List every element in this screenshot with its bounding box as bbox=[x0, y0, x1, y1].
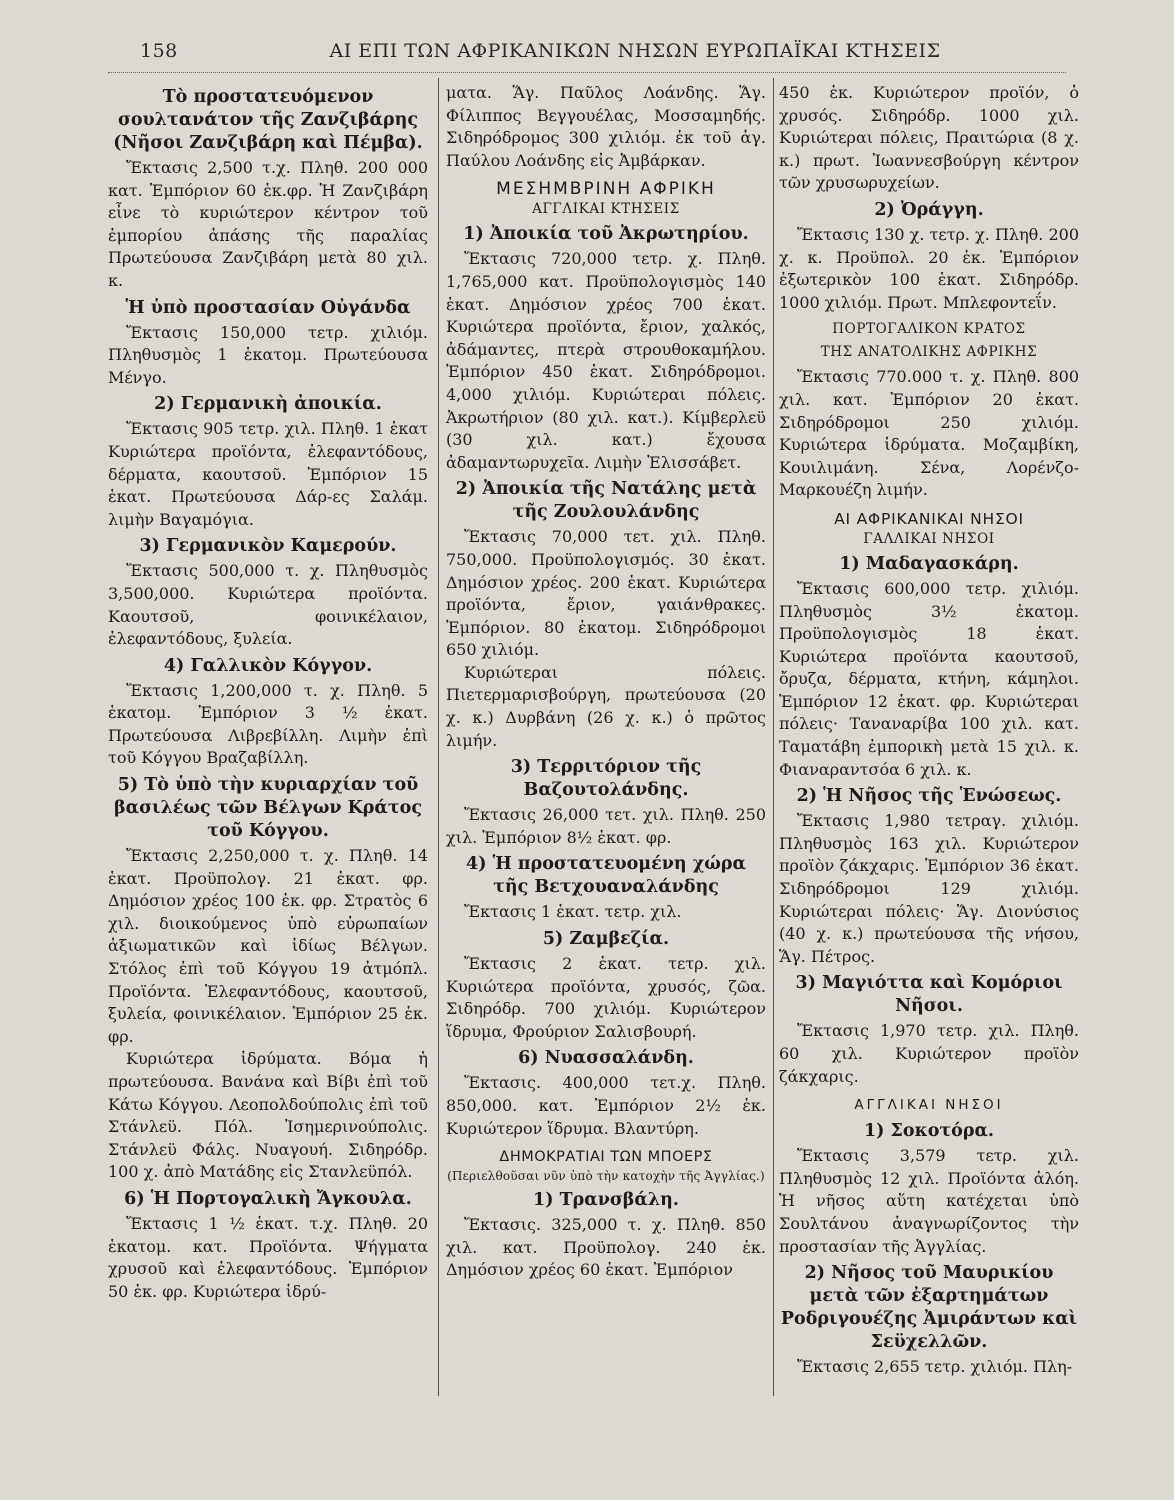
region-heading: ΠΟΡΤΟΓΑΛΙΚΟΝ ΚΡΑΤΟΣ bbox=[832, 321, 1026, 338]
region-heading: ΜΕΣΗΜΒΡΙΝΗ ΑΦΡΙΚΗ bbox=[496, 179, 716, 200]
column-3 bbox=[779, 82, 1079, 1379]
paragraph: Ἔκτασις 1 ½ ἑκατ. τ.χ. Πληθ. 20 ἑκατομ. κατ. Προϊόντα. Ψήγματα χρυσοῦ καὶ ἐλεφαντόδους. Ἐμπόριον 50 ἑκ. φρ. Κυριώτερα ἱδρύ- bbox=[108, 1213, 428, 1301]
page-header bbox=[140, 36, 1070, 66]
section-heading: 2) Ἡ Νῆσος τῆς Ἑνώσεως. bbox=[796, 786, 1062, 807]
header-rule bbox=[108, 72, 1066, 73]
section-heading: 1) Τρανσβάλη. bbox=[533, 1190, 679, 1211]
column-1 bbox=[108, 82, 428, 1303]
section-heading: 4) Ἡ προστατευομένη χώρα τῆς Βετχουαναλάνδης bbox=[466, 854, 746, 898]
paragraph: Ἔκτασις 2,250,000 τ. χ. Πληθ. 14 ἑκατ. Προϋπολογ. 21 ἑκατ. φρ. Δημόσιον χρέος 100 ἑκ. φρ. Στρατὸς 6 χιλ. διοικούμενος ὑπὸ εὐρωπαίων ἀξιωματικῶν καὶ ἰδίως Βέλγων. Στόλος ἐπὶ τοῦ Κόγγου 19 ἀτμόπλ. Προϊόντα. Ἐλεφαντόδους, καουτσοῦ, ξυλεία, φοινικέλαιον. Ἐμπόριον 25 ἑκ. φρ. bbox=[108, 846, 428, 1046]
section-heading: 5) Ζαμβεζία. bbox=[542, 929, 670, 950]
paragraph: Ἔκτασις 500,000 τ. χ. Πληθυσμὸς 3,500,000. Κυριώτερα προϊόντα. Καουτσοῦ, φοινικέλαιον, ἐλεφαντόδους, ξυλεία. bbox=[108, 561, 428, 649]
paragraph: Ἔκτασις 1,980 τετραγ. χιλιόμ. Πληθυσμὸς 163 χιλ. Κυριώτερον προϊὸν ζάκχαρις. Ἐμπόριον 36 ἑκατ. Σιδηρόδρομοι 129 χιλιόμ. Κυριώτεραι πόλεις· Ἅγ. Διονύσιος (40 χ. κ.) πρωτεύουσα τῆς νήσου, Ἅγ. Πέτρος. bbox=[779, 811, 1079, 966]
paragraph: Ἔκτασις. 325,000 τ. χ. Πληθ. 850 χιλ. κατ. Προϋπολογ. 240 ἑκ. Δημόσιον χρέος 60 ἑκατ. Ἐμπόριον bbox=[446, 1215, 766, 1280]
region-subheading: ΓΑΛΛΙΚΑΙ ΝΗΣΟΙ bbox=[863, 530, 995, 547]
paragraph: Ἔκτασις 1 ἑκατ. τετρ. χιλ. bbox=[464, 902, 682, 922]
section-heading: 6) Ἡ Πορτογαλικὴ Ἄγκουλα. bbox=[124, 1188, 412, 1209]
paragraph: Ἔκτασις 2,500 τ.χ. Πληθ. 200 000 κατ. Ἐμπόριον 60 ἑκ.φρ. Ἡ Ζανζιβάρη εἶνε τὸ κυριώτερον κέντρον τοῦ ἐμπορίου ἁπάσης τῆς παραλίας Πρωτεύουσα Ζανζιβάρη μετὰ 80 χιλ. κ. bbox=[108, 158, 428, 290]
section-heading: Ἡ ὑπὸ προστασίαν Οὐγάνδα bbox=[125, 297, 411, 318]
section-heading: 2) Νῆσος τοῦ Μαυρικίου μετὰ τῶν ἐξαρτημάτων Ροδριγουέζης Ἀμιράντων καὶ Σεϋχελλῶν. bbox=[780, 1263, 1078, 1353]
section-heading: 2) Ὀράγγη. bbox=[874, 199, 984, 220]
paragraph: Ἔκτασις 720,000 τετρ. χ. Πληθ. 1,765,000 κατ. Προϋπολογισμὸς 140 ἑκατ. Δημόσιον χρέος 700 ἑκατ. Κυριώτερα προϊόντα, ἔριον, χαλκός, ἀδάμαντες, πτερὰ στρουθοκαμήλου. Ἐμπόριον 450 ἑκατ. Σιδηρόδρομοι. 4,000 χιλιόμ. Κυριώτεραι πόλεις. Ἀκρωτήριον (80 χιλ. κατ.). Κίμβερλεϋ (30 χιλ. κατ.) ἔχουσα ἀδαμαντωρυχεῖα. Λιμὴν Ἐλισσάβετ. bbox=[446, 249, 766, 472]
paragraph: Ἔκτασις 70,000 τετ. χιλ. Πληθ. 750,000. Προϋπολογισμός. 30 ἑκατ. Δημόσιον χρέος. 200 ἑκατ. Κυριώτερα προϊόντα, ἔριον, γαιάνθρακες. Ἐμπόριον. 80 ἑκατομ. Σιδηρόδρομοι 650 χιλιόμ. bbox=[446, 527, 766, 660]
paragraph: Ἔκτασις 130 χ. τετρ. χ. Πληθ. 200 χ. κ. Προϋπολ. 20 ἑκ. Ἐμπόριον ἐξωτερικὸν 100 ἑκατ. Σιδηρόδρ. 1000 χιλιόμ. Πρωτ. Μπλεφοντεΐν. bbox=[779, 224, 1079, 312]
section-heading: 6) Νυασσαλάνδη. bbox=[518, 1048, 694, 1069]
section-heading: Τὸ προστατευόμενον σουλτανάτον τῆς Ζανζιβάρης (Νῆσοι Ζανζιβάρη καὶ Πέμβα). bbox=[113, 87, 423, 153]
section-heading: 3) Τερριτόριον τῆς Βαζουτολάνδης. bbox=[510, 757, 702, 801]
region-subheading: ΑΓΓΛΙΚΑΙ ΚΤΗΣΕΙΣ bbox=[532, 201, 680, 218]
paragraph: Ἔκτασις 1,200,000 τ. χ. Πληθ. 5 ἑκατομ. Ἐμπόριον 3 ½ ἑκατ. Πρωτεύουσα Λιβρεβίλλη. Λιμὴν ἐπὶ τοῦ Κόγγου Βραζαβίλλη. bbox=[108, 680, 428, 768]
running-title: ΑΙ ΕΠΙ ΤΩΝ ΑΦΡΙΚΑΝΙΚΩΝ ΝΗΣΩΝ ΕΥΡΩΠΑΪΚΑΙ ΚΤΗΣΕΙΣ bbox=[329, 40, 941, 62]
page-number: 158 bbox=[140, 40, 178, 62]
paragraph: Ἔκτασις 3,579 τετρ. χιλ. Πληθυσμὸς 12 χιλ. Προϊόντα ἀλόη. Ἡ νῆσος αὕτη κατέχεται ὑπὸ Σουλτάνου ἀναγνωρίζοντος τὴν προστασίαν τῆς Ἀγγλίας. bbox=[779, 1146, 1079, 1256]
paragraph: Ἔκτασις 600,000 τετρ. χιλιόμ. Πληθυσμὸς 3½ ἑκατομ. Προϋπολογισμὸς 18 ἑκατ. Κυριώτερα προϊόντα καουτσοῦ, ὄρυζα, δέρματα, κτήνη, κάμηλοι. Ἐμπόριον 12 ἑκατ. φρ. Κυριώτεραι πόλεις· Ταναναρίβα 100 χιλ. κατ. Ταματάβη ἐμπορικὴ μετὰ 15 χιλ. κ. Φιαναραντσόα 6 χιλ. κ. bbox=[779, 578, 1079, 779]
paragraph: Ἔκτασις 770.000 τ. χ. Πληθ. 800 χιλ. κατ. Ἐμπόριον 20 ἑκατ. Σιδηρόδρομοι 250 χιλιόμ. Κυριώτερα ἱδρύματα. Μοζαμβίκη, Κουιλιμάνη. Σένα, Λορένζο-Μαρκουέζη λιμήν. bbox=[779, 367, 1079, 500]
paragraph: Ἔκτασις 150,000 τετρ. χιλιόμ. Πληθυσμὸς 1 ἑκατομ. Πρωτεύουσα Μένγο. bbox=[108, 322, 428, 387]
paragraph: Ἔκτασις 26,000 τετ. χιλ. Πληθ. 250 χιλ. Ἐμπόριον 8½ ἑκατ. φρ. bbox=[446, 805, 766, 847]
section-heading: 1) Μαδαγασκάρη. bbox=[839, 553, 1019, 574]
region-subheading: (Περιελθοῦσαι νῦν ὑπὸ τὴν κατοχὴν τῆς Ἀγγλίας.) bbox=[447, 1169, 765, 1184]
region-heading: ΑΓΓΛΙΚΑΙ ΝΗΣΟΙ bbox=[854, 1097, 1004, 1114]
section-heading: 1) Σοκοτόρα. bbox=[863, 1121, 995, 1142]
section-heading: 1) Ἀποικία τοῦ Ἀκρωτηρίου. bbox=[463, 224, 749, 245]
paragraph: Ἔκτασις. 400,000 τετ.χ. Πληθ. 850,000. κατ. Ἐμπόριον 2½ ἑκ. Κυριώτερον ἵδρυμα. Βλαντύρη. bbox=[446, 1073, 766, 1138]
column-divider-2 bbox=[773, 78, 774, 1396]
section-heading: 3) Μαγιόττα καὶ Κομόριοι Νῆσοι. bbox=[795, 973, 1063, 1017]
region-subheading: ΤΗΣ ΑΝΑΤΟΛΙΚΗΣ ΑΦΡΙΚΗΣ bbox=[820, 344, 1038, 361]
paragraph: Ἔκτασις 1,970 τετρ. χιλ. Πληθ. 60 χιλ. Κυριώτερον προϊὸν ζάκχαρις. bbox=[779, 1021, 1079, 1086]
paragraph: ματα. Ἅγ. Παῦλος Λοάνδης. Ἅγ. Φίλιππος Βεγγουέλας, Μοσσαμηδής. Σιδηρόδρομος 300 χιλιόμ. ἐκ τοῦ ἁγ. Παύλου Λοάνδης εἰς Ἀμβάρκαν. bbox=[446, 83, 766, 170]
paragraph: Ἔκτασις 2,655 τετρ. χιλιόμ. Πλη- bbox=[797, 1357, 1073, 1377]
paragraph: Ἔκτασις 905 τετρ. χιλ. Πληθ. 1 ἑκατ Κυριώτερα προϊόντα, ἐλεφαντόδους, δέρματα, καουτσοῦ. Ἐμπόριον 15 ἑκατ. Πρωτεύουσα Δάρ-ες Σαλάμ. λιμὴν Βαγαμόγια. bbox=[108, 419, 428, 529]
section-heading: 2) Ἀποικία τῆς Νατάλης μετὰ τῆς Ζουλουλάνδης bbox=[455, 479, 757, 523]
region-heading: ΑΙ ΑΦΡΙΚΑΝΙΚΑΙ ΝΗΣΟΙ bbox=[834, 509, 1024, 528]
paragraph: Ἔκτασις 2 ἑκατ. τετρ. χιλ. Κυριώτερα προϊόντα, χρυσός, ζῶα. Σιδηρόδρ. 700 χιλιόμ. Κυριώτερον ἵδρυμα, Φρούριον Σαλισβουρή. bbox=[446, 954, 766, 1041]
section-heading: 4) Γαλλικὸν Κόγγον. bbox=[163, 655, 373, 676]
paragraph: 450 ἑκ. Κυριώτερον προϊόν, ὁ χρυσός. Σιδηρόδρ. 1000 χιλ. Κυριώτεραι πόλεις, Πραιτώρια (8 χ. κ.) πρωτ. Ἰωαννεσβούργη κέντρον τῶν χρυσωρυχείων. bbox=[779, 83, 1079, 193]
column-2 bbox=[446, 82, 766, 1282]
paragraph: Κυριώτεραι πόλεις. Πιετερμαρισβούργη, πρωτεύουσα (20 χ. κ.) Δυρβάνη (26 χ. κ.) ὁ πρῶτος λιμήν. bbox=[446, 662, 766, 750]
paragraph: Κυριώτερα ἱδρύματα. Βόμα ἡ πρωτεύουσα. Βανάνα καὶ Βίβι ἐπὶ τοῦ Κάτω Κόγγου. Λεοπολδούπολις ἐπὶ τοῦ Στάνλεϋ. Πόλ. Ἰσημερινούπολις. Στάνλεϋ Φάλς. Νυαγουή. Σιδηρόδρ. 100 χ. ἀπὸ Ματάδης εἰς Στανλεϋπόλ. bbox=[108, 1049, 428, 1182]
section-heading: 5) Τὸ ὑπὸ τὴν κυριαρχίαν τοῦ βασιλέως τῶν Βέλγων Κράτος τοῦ Κόγγου. bbox=[113, 775, 423, 842]
region-heading: ΔΗΜΟΚΡΑΤΙΑΙ ΤΩΝ ΜΠΟΕΡΣ bbox=[499, 1149, 713, 1166]
column-divider-1 bbox=[438, 78, 439, 1396]
section-heading: 3) Γερμανικὸν Καμερούν. bbox=[139, 536, 397, 557]
section-heading: 2) Γερμανικὴ ἀποικία. bbox=[154, 394, 382, 415]
